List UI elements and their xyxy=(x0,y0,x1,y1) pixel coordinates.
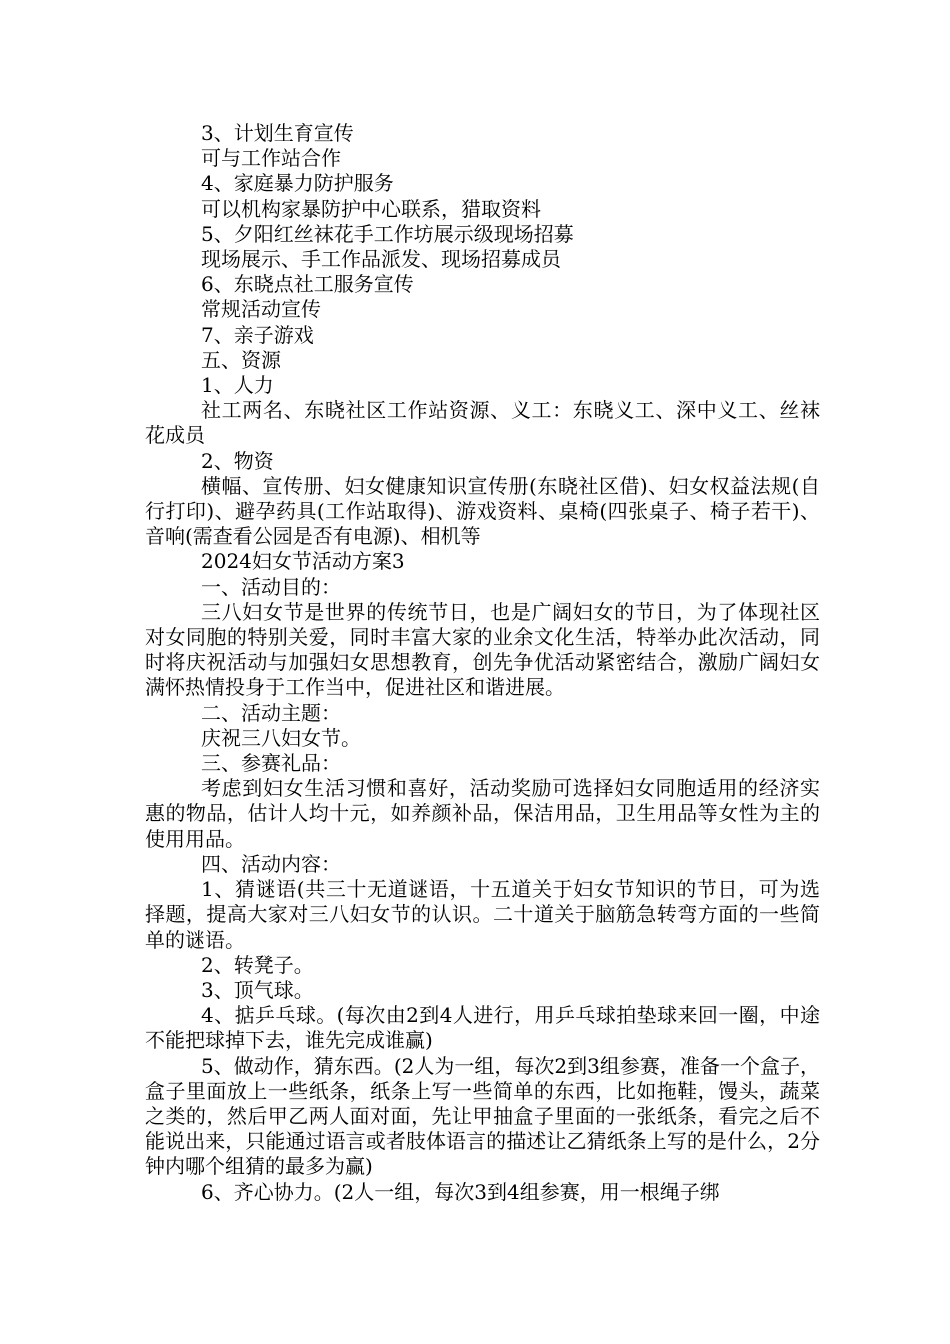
paragraph: 社工两名、东晓社区工作站资源、义工：东晓义工、深中义工、丝袜花成员 xyxy=(145,398,820,448)
paragraph: 庆祝三八妇女节。 xyxy=(201,725,361,750)
paragraph: 考虑到妇女生活习惯和喜好，活动奖励可选择妇女同胞适用的经济实惠的物品，估计人均十元，如养颜补品，保洁用品，卫生用品等女性为主的使用用品。 xyxy=(145,776,820,851)
section-heading: 四、活动内容： xyxy=(201,851,341,876)
paragraph: 现场展示、手工作品派发、现场招募成员 xyxy=(201,247,561,272)
paragraph: 可以机构家暴防护中心联系，猎取资料 xyxy=(201,196,541,221)
paragraph: 3、顶气球。 xyxy=(201,977,314,1002)
paragraph: 4、家庭暴力防护服务 xyxy=(201,171,394,196)
paragraph: 5、夕阳红丝袜花手工作坊展示级现场招募 xyxy=(201,221,574,246)
paragraph: 6、东晓点社工服务宣传 xyxy=(201,272,414,297)
paragraph: 可与工作站合作 xyxy=(201,146,341,171)
document-body xyxy=(145,121,820,1205)
section-heading: 一、活动目的： xyxy=(201,574,341,599)
paragraph: 3、计划生育宣传 xyxy=(201,121,354,145)
paragraph: 三八妇女节是世界的传统节日，也是广阔妇女的节日，为了体现社区对女同胞的特别关爱，同时丰富大家的业余文化生活，特举办此次活动，同时将庆祝活动与加强妇女思想教育，创先争优活动紧密结合，激励广阔妇女满怀热情投身于工作当中，促进社区和谐进展。 xyxy=(145,599,820,700)
paragraph: 2、物资 xyxy=(201,448,274,473)
section-heading: 三、参赛礼品： xyxy=(201,751,341,776)
paragraph: 4、掂乒乓球。(每次由2到4人进行，用乒乓球拍垫球来回一圈，中途不能把球掉下去，谁先完成谁赢) xyxy=(145,1003,820,1053)
paragraph: 7、亲子游戏 xyxy=(201,322,314,347)
document-title: 2024妇女节活动方案3 xyxy=(201,549,405,574)
section-heading: 五、资源 xyxy=(201,347,281,372)
paragraph: 常规活动宣传 xyxy=(201,297,321,322)
paragraph: 6、齐心协力。(2人一组，每次3到4组参赛，用一根绳子绑 xyxy=(201,1179,720,1204)
paragraph: 1、人力 xyxy=(201,373,274,398)
paragraph: 横幅、宣传册、妇女健康知识宣传册(东晓社区借)、妇女权益法规(自行打印)、避孕药具(工作站取得)、游戏资料、桌椅(四张桌子、椅子若干)、音响(需查看公园是否有电源)、相机等 xyxy=(145,473,820,549)
section-heading: 二、活动主题： xyxy=(201,700,341,725)
paragraph: 5、做动作，猜东西。(2人为一组，每次2到3组参赛，准备一个盒子，盒子里面放上一些纸条，纸条上写一些简单的东西，比如拖鞋，馒头，蔬菜之类的，然后甲乙两人面对面，先让甲抽盒子里面的一张纸条，看完之后不能说出来，只能通过语言或者肢体语言的描述让乙猜纸条上写的是什么，2分钟内哪个组猜的最多为赢) xyxy=(145,1053,820,1179)
paragraph: 1、猜谜语(共三十无道谜语，十五道关于妇女节知识的节日，可为选择题，提高大家对三八妇女节的认识。二十道关于脑筋急转弯方面的一些简单的谜语。 xyxy=(145,877,820,952)
paragraph: 2、转凳子。 xyxy=(201,952,314,977)
